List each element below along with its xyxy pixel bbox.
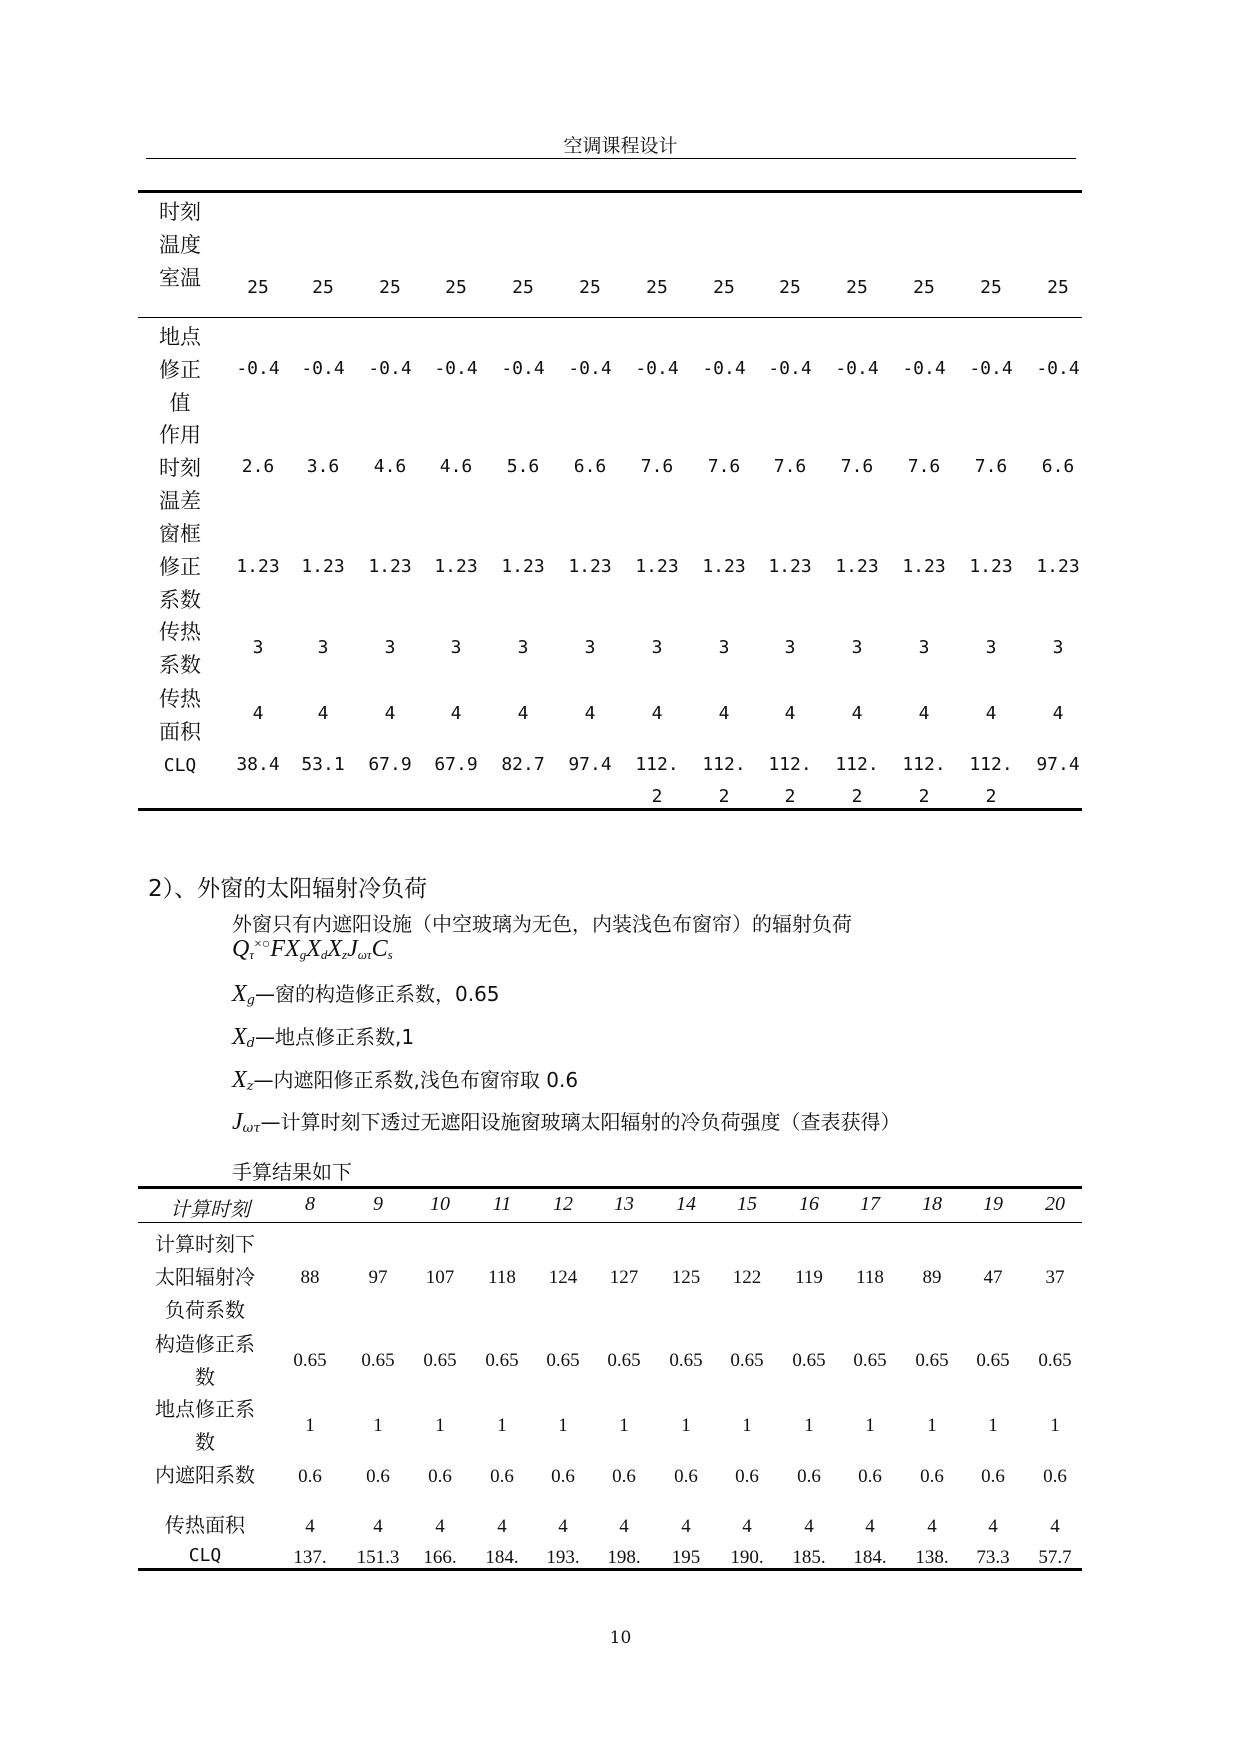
table2-cell: 0.65 (607, 1350, 641, 1371)
table2-cell: 73.3 (976, 1547, 1010, 1568)
table1-header-rule (138, 317, 1082, 318)
table1-row-label: CLQ (163, 755, 197, 776)
table2-cell: 0.65 (915, 1350, 949, 1371)
table1-cell: -0.4 (434, 358, 478, 379)
table2-cell: 1 (804, 1415, 814, 1436)
table2-cell: 0.6 (490, 1466, 514, 1487)
table1-cell: 25 (980, 277, 1002, 298)
table2-hour-header: 18 (922, 1193, 942, 1215)
table1-cell: 112. 2 (902, 754, 946, 807)
page-number: 10 (609, 1628, 632, 1648)
result-label: 手算结果如下 (232, 1160, 352, 1184)
table1-row-label: 修正 (159, 358, 201, 382)
table1-cell: 4 (517, 703, 529, 724)
table2-cell: 1 (865, 1415, 875, 1436)
table2-cell: 0.6 (797, 1466, 821, 1487)
table1-top-rule (138, 190, 1082, 193)
definition-symbol: X (232, 981, 247, 1007)
definition-item (232, 1064, 578, 1094)
table2-cell: 4 (865, 1516, 875, 1537)
table1-cell: -0.4 (1036, 358, 1080, 379)
table1-cell: 4 (252, 703, 264, 724)
table1-cell: 3 (718, 637, 730, 658)
definition-subscript: ωτ (242, 1121, 261, 1136)
table1-cell: 25 (445, 277, 467, 298)
table1-cell: 4 (450, 703, 462, 724)
table1-row-label: 地点 (159, 325, 201, 349)
table2-row-label: 构造修正系 (155, 1332, 255, 1356)
table1-cell: -0.4 (568, 358, 612, 379)
table2-cell: 0.6 (858, 1466, 882, 1487)
table1-cell: 6.6 (573, 456, 607, 477)
table2-top-rule (138, 1186, 1082, 1189)
table2-hour-header: 13 (614, 1193, 634, 1215)
table2-cell: 37 (1045, 1267, 1065, 1288)
table2-cell: 4 (497, 1516, 507, 1537)
table1-cell: 25 (713, 277, 735, 298)
table2-cell: 1 (742, 1415, 752, 1436)
table2-cell: 4 (927, 1516, 937, 1537)
table2-cell: 0.6 (366, 1466, 390, 1487)
table2-cell: 0.65 (853, 1350, 887, 1371)
table1-row-label: 时刻 (159, 200, 201, 224)
table1-cell: 3 (517, 637, 529, 658)
table2-cell: 0.6 (1043, 1466, 1067, 1487)
table2-cell: 118 (488, 1267, 516, 1288)
table2-row-label: 地点修正系 (155, 1397, 255, 1421)
table1-cell: 3 (384, 637, 396, 658)
table2-row-label: 传热面积 (165, 1513, 245, 1537)
table1-cell: -0.4 (236, 358, 280, 379)
table2-cell: 125 (671, 1267, 701, 1288)
table1-cell: 4 (918, 703, 930, 724)
definition-subscript: g (246, 993, 255, 1008)
table1-cell: 67.9 (368, 754, 412, 775)
table2-cell: 4 (373, 1516, 383, 1537)
table2-row-label: 负荷系数 (165, 1298, 245, 1322)
table1-cell: 38.4 (236, 754, 280, 775)
table2-cell: 0.6 (428, 1466, 452, 1487)
table1-cell: 3 (784, 637, 796, 658)
table2-cell: 0.65 (361, 1350, 395, 1371)
table2-cell: 4 (558, 1516, 568, 1537)
table1-cell: 7.6 (840, 456, 874, 477)
table1-cell: 1.23 (1036, 556, 1080, 577)
table2-hour-header: 12 (553, 1193, 573, 1215)
table2-cell: 198. (607, 1547, 641, 1568)
table1-cell: -0.4 (768, 358, 812, 379)
table2-cell: 0.6 (298, 1466, 322, 1487)
table2-cell: 1 (497, 1415, 507, 1436)
definition-text: —内遮阳修正系数,浅色布窗帘取 0.6 (253, 1068, 579, 1092)
table1-cell: -0.4 (301, 358, 345, 379)
table2-cell: 0.65 (730, 1350, 764, 1371)
table1-row-label: 传热 (159, 620, 201, 644)
table2-cell: 166. (423, 1547, 457, 1568)
table2-cell: 184. (485, 1547, 519, 1568)
table2-cell: 1 (988, 1415, 998, 1436)
table1-cell: 1.23 (835, 556, 879, 577)
table2-cell: 1 (681, 1415, 691, 1436)
table1-cell: 25 (512, 277, 534, 298)
table1-cell: 112. 2 (969, 754, 1013, 807)
table1-row-label: 系数 (159, 588, 201, 612)
table2-cell: 1 (435, 1415, 445, 1436)
table2-cell: 122 (732, 1267, 762, 1288)
table2-cell: 4 (619, 1516, 629, 1537)
table2-cell: 89 (922, 1267, 942, 1288)
definition-symbol: X (232, 1024, 247, 1050)
table1-cell: 7.6 (974, 456, 1008, 477)
table1-cell: 67.9 (434, 754, 478, 775)
table1-cell: 4 (784, 703, 796, 724)
table2-cell: 0.6 (981, 1466, 1005, 1487)
table2-cell: 1 (1050, 1415, 1060, 1436)
table1-cell: 4 (718, 703, 730, 724)
definition-item (232, 1106, 900, 1136)
table2-cell: 4 (435, 1516, 445, 1537)
table1-row-label: 室温 (159, 266, 201, 290)
definition-text: —窗的构造修正系数，0.65 (255, 982, 500, 1006)
table2-row-label: 太阳辐射冷 (155, 1265, 255, 1289)
table2-row-label: 内遮阳系数 (155, 1463, 255, 1487)
table1-cell: 1.23 (969, 556, 1013, 577)
table1-cell: 4 (317, 703, 329, 724)
table2-hour-header: 8 (305, 1193, 315, 1215)
table1-row-label: 面积 (159, 720, 201, 744)
table1-row-label: 传热 (159, 687, 201, 711)
table2-cell: 0.65 (976, 1350, 1010, 1371)
table1-cell: 112. 2 (635, 754, 679, 807)
table1-cell: 7.6 (640, 456, 674, 477)
table2-cell: 0.6 (612, 1466, 636, 1487)
table2-hour-header: 17 (860, 1193, 880, 1215)
table1-cell: 3 (985, 637, 997, 658)
table1-row-label: 温度 (159, 233, 201, 257)
table1-cell: 25 (247, 277, 269, 298)
table1-cell: 4 (1052, 703, 1064, 724)
table1-cell: -0.4 (368, 358, 412, 379)
table2-cell: 1 (619, 1415, 629, 1436)
table2-cell: 190. (730, 1547, 764, 1568)
table2-cell: 127 (609, 1267, 639, 1288)
table2-cell: 4 (305, 1516, 315, 1537)
table2-hour-header: 10 (430, 1193, 450, 1215)
table1-cell: 112. 2 (768, 754, 812, 807)
table2-cell: 1 (305, 1415, 315, 1436)
table1-cell: 97.4 (568, 754, 612, 775)
table1-cell: 1.23 (368, 556, 412, 577)
table1-cell: 97.4 (1036, 754, 1080, 775)
table1-cell: 4 (985, 703, 997, 724)
table1-cell: -0.4 (635, 358, 679, 379)
table2-cell: 0.65 (293, 1350, 327, 1371)
table1-cell: 25 (1047, 277, 1069, 298)
table1-cell: -0.4 (501, 358, 545, 379)
table2-cell: 0.6 (674, 1466, 698, 1487)
table1-row-label: 修正 (159, 555, 201, 579)
table1-cell: 25 (379, 277, 401, 298)
section-title: 2）、外窗的太阳辐射冷负荷 (148, 876, 428, 902)
table1-cell: 1.23 (501, 556, 545, 577)
definition-symbol: J (232, 1109, 243, 1135)
definition-item (232, 1021, 414, 1051)
table1-row-label: 系数 (159, 653, 201, 677)
table1-cell: 25 (312, 277, 334, 298)
table1-cell: 25 (646, 277, 668, 298)
table2-hour-header: 15 (737, 1193, 757, 1215)
table2-cell: 4 (804, 1516, 814, 1537)
table2-cell: 0.6 (920, 1466, 944, 1487)
table2-cell: 151.3 (356, 1547, 400, 1568)
table1-row-label: 作用 (159, 423, 201, 447)
table1-cell: 4 (384, 703, 396, 724)
table1-cell: 3 (918, 637, 930, 658)
table1-cell: 4 (851, 703, 863, 724)
table2-cell: 0.6 (735, 1466, 759, 1487)
definition-subscript: z (246, 1079, 254, 1094)
table2-cell: 119 (795, 1267, 823, 1288)
table1-cell: 3 (450, 637, 462, 658)
table1-cell: 3.6 (306, 456, 340, 477)
table1-cell: -0.4 (835, 358, 879, 379)
table2-cell: 88 (300, 1267, 320, 1288)
table1-cell: -0.4 (902, 358, 946, 379)
table2-cell: 4 (681, 1516, 691, 1537)
table1-cell: 4 (584, 703, 596, 724)
table1-cell: 3 (317, 637, 329, 658)
table2-cell: 47 (983, 1267, 1003, 1288)
table1-cell: 1.23 (702, 556, 746, 577)
table2-header-rule (138, 1222, 1082, 1223)
table2-cell: 1 (927, 1415, 937, 1436)
table2-hour-header: 11 (492, 1193, 512, 1215)
definition-item (232, 978, 500, 1008)
table2-cell: 1 (373, 1415, 383, 1436)
table1-cell: 25 (913, 277, 935, 298)
table1-cell: 25 (846, 277, 868, 298)
table1-cell: 3 (851, 637, 863, 658)
table2-cell: 118 (856, 1267, 884, 1288)
table2-cell: 97 (368, 1267, 388, 1288)
table2-hour-header: 14 (676, 1193, 696, 1215)
table1-cell: 1.23 (434, 556, 478, 577)
table2-cell: 195 (671, 1547, 701, 1568)
table2-cell: 57.7 (1038, 1547, 1072, 1568)
table1-cell: 1.23 (568, 556, 612, 577)
definition-text: —地点修正系数,1 (255, 1025, 415, 1049)
table1-cell: 1.23 (635, 556, 679, 577)
table2-row-label: 数 (195, 1430, 215, 1454)
table1-cell: 3 (252, 637, 264, 658)
table2-hour-header: 16 (799, 1193, 819, 1215)
table2-cell: 184. (853, 1547, 887, 1568)
table2-cell: 185. (792, 1547, 826, 1568)
table2-hour-header: 9 (373, 1193, 383, 1215)
definition-text: —计算时刻下透过无遮阳设施窗玻璃太阳辐射的冷负荷强度（查表获得） (260, 1110, 901, 1134)
table1-cell: 3 (584, 637, 596, 658)
table1-cell: 112. 2 (835, 754, 879, 807)
table2-cell: 0.65 (546, 1350, 580, 1371)
table1-row-label: 窗框 (159, 522, 201, 546)
table1-cell: 7.6 (707, 456, 741, 477)
table2-cell: 0.65 (423, 1350, 457, 1371)
radiation-formula: $Q_\tau^{\times○}FX_gX_dX_zJ_{\omega\tau}C_s$ (232, 936, 393, 962)
table2-cell: 4 (1050, 1516, 1060, 1537)
table1-cell: 82.7 (501, 754, 545, 775)
header-rule (146, 158, 1076, 159)
table2-cell: 0.6 (551, 1466, 575, 1487)
table1-cell: 6.6 (1041, 456, 1075, 477)
table2-hour-header: 19 (983, 1193, 1003, 1215)
table1-cell: 1.23 (768, 556, 812, 577)
table1-row-label: 值 (169, 391, 191, 415)
table2-cell: 0.65 (1038, 1350, 1072, 1371)
table1-cell: 4.6 (439, 456, 473, 477)
table1-cell: 53.1 (301, 754, 345, 775)
table2-cell: 124 (548, 1267, 578, 1288)
table2-cell: 107 (425, 1267, 455, 1288)
table1-cell: 25 (579, 277, 601, 298)
table1-cell: 3 (651, 637, 663, 658)
table1-cell: 7.6 (773, 456, 807, 477)
table1-cell: 3 (1052, 637, 1064, 658)
definition-subscript: d (246, 1036, 255, 1051)
table2-cell: 0.65 (792, 1350, 826, 1371)
table1-cell: 4 (651, 703, 663, 724)
table2-cell: 193. (546, 1547, 580, 1568)
table1-cell: -0.4 (702, 358, 746, 379)
table1-cell: 1.23 (236, 556, 280, 577)
table2-row-label: CLQ (188, 1545, 222, 1566)
table1-row-label: 时刻 (159, 456, 201, 480)
table2-cell: 4 (988, 1516, 998, 1537)
table2-cell: 0.65 (669, 1350, 703, 1371)
table2-cell: 138. (915, 1547, 949, 1568)
table1-row-label: 温差 (159, 489, 201, 513)
table1-cell: 25 (779, 277, 801, 298)
section-intro: 外窗只有内遮阳设施（中空玻璃为无色，内装浅色布窗帘）的辐射负荷 (232, 912, 852, 936)
table2-cell: 1 (558, 1415, 568, 1436)
table2-row-label: 计算时刻下 (155, 1232, 255, 1256)
table1-cell: 5.6 (506, 456, 540, 477)
table1-cell: 2.6 (241, 456, 275, 477)
table2-cell: 137. (293, 1547, 327, 1568)
table1-cell: 7.6 (907, 456, 941, 477)
definition-symbol: X (232, 1067, 247, 1093)
table2-row-label: 数 (195, 1365, 215, 1389)
table1-cell: 112. 2 (702, 754, 746, 807)
table1-cell: 1.23 (902, 556, 946, 577)
table2-cell: 0.65 (485, 1350, 519, 1371)
page-header-title: 空调课程设计 (563, 135, 678, 157)
table2-cell: 4 (742, 1516, 752, 1537)
table1-cell: -0.4 (969, 358, 1013, 379)
table2-header-label: 计算时刻 (170, 1199, 250, 1221)
table1-cell: 1.23 (301, 556, 345, 577)
table2-hour-header: 20 (1045, 1193, 1065, 1215)
table1-cell: 4.6 (373, 456, 407, 477)
